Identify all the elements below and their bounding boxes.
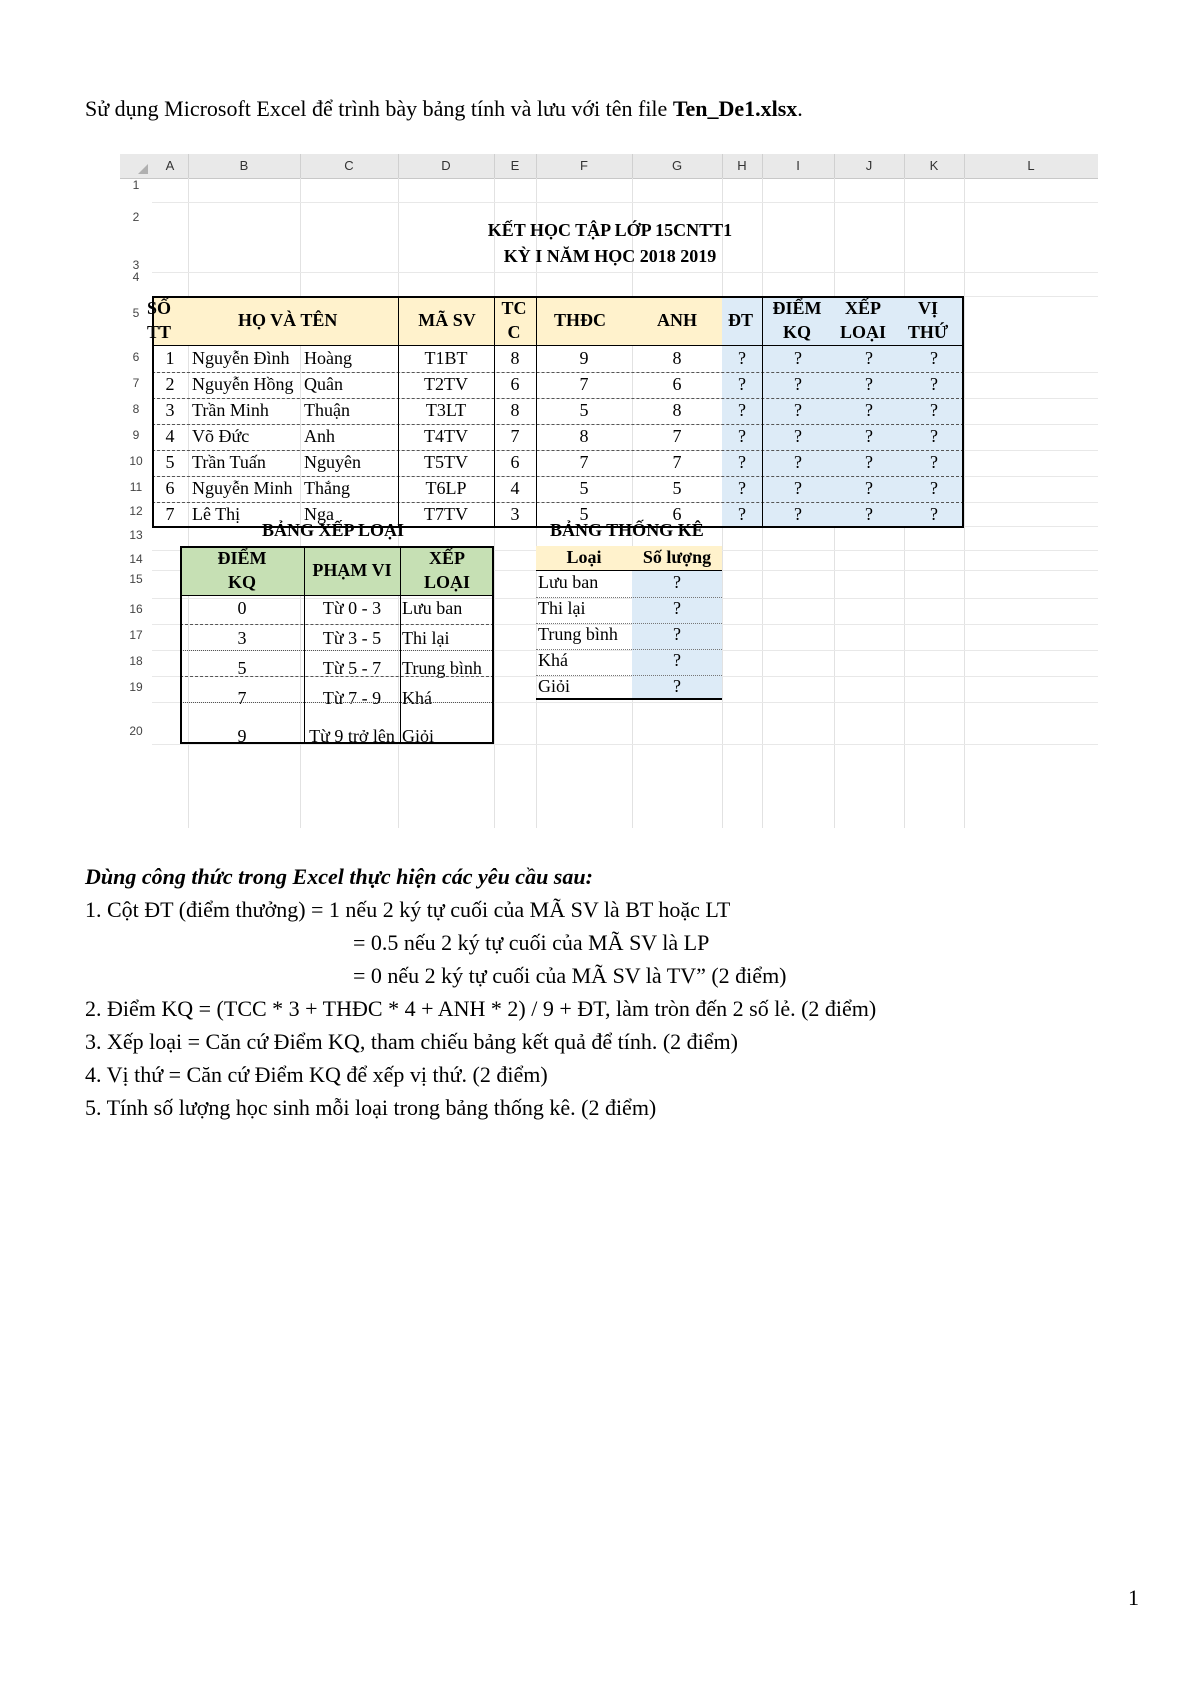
- column-header-f[interactable]: F: [536, 154, 633, 178]
- header-name: HỌ VÀ TÊN: [238, 310, 338, 330]
- student-kq[interactable]: ?: [794, 426, 802, 446]
- student-tcc[interactable]: 7: [510, 426, 520, 446]
- student-stt[interactable]: 6: [165, 478, 175, 498]
- student-vt[interactable]: ?: [930, 478, 938, 498]
- intro-text: Sử dụng Microsoft Excel để trình bày bảng tính và lưu với tên file Ten_De1.xlsx.: [85, 96, 803, 121]
- thongke-sl: ?: [673, 572, 681, 592]
- row-header-7[interactable]: 7: [132, 376, 140, 390]
- header-tcc: TC C: [501, 298, 527, 342]
- xeploai-pv: Từ 9 trở lên: [309, 726, 395, 746]
- row-header-18[interactable]: 18: [129, 654, 143, 668]
- column-header-c[interactable]: C: [300, 154, 399, 178]
- student-ho[interactable]: Trần Tuấn: [192, 452, 266, 472]
- column-header-l[interactable]: L: [964, 154, 1098, 178]
- task-3: 3. Xếp loại = Căn cứ Điểm KQ, tham chiếu bảng kết quả để tính. (2 điểm): [85, 1029, 738, 1054]
- task-list: [85, 860, 876, 1124]
- xeploai-pv: Từ 5 - 7: [322, 658, 382, 678]
- thongke-bottom-border: [536, 698, 722, 700]
- student-ten[interactable]: Nga: [304, 504, 334, 524]
- student-dt[interactable]: ?: [738, 426, 746, 446]
- student-tcc[interactable]: 4: [510, 478, 520, 498]
- thongke-loai: Giỏi: [538, 676, 571, 696]
- student-xl[interactable]: ?: [865, 348, 873, 368]
- xeploai-border: [180, 546, 494, 744]
- student-vt[interactable]: ?: [930, 504, 938, 524]
- page-number: 1: [1128, 1585, 1139, 1610]
- student-thdc[interactable]: 8: [579, 426, 589, 446]
- thongke-sl: ?: [673, 624, 681, 644]
- xeploai-xl: Trung bình: [402, 658, 482, 678]
- thongke-loai: Khá: [538, 650, 568, 670]
- column-header-b[interactable]: B: [188, 154, 301, 178]
- student-kq[interactable]: ?: [794, 452, 802, 472]
- header-dt: ĐT: [728, 310, 754, 330]
- student-tcc[interactable]: 8: [510, 400, 520, 420]
- student-thdc[interactable]: 7: [579, 374, 589, 394]
- header-masv: MÃ SV: [418, 310, 476, 330]
- student-masv[interactable]: T5TV: [424, 452, 468, 472]
- xeploai-xl: Thi lại: [402, 628, 450, 648]
- filename: Ten_De1.xlsx: [672, 96, 798, 121]
- row-header-12[interactable]: 12: [129, 504, 143, 518]
- column-header-i[interactable]: I: [762, 154, 835, 178]
- student-ho[interactable]: Nguyễn Minh: [192, 478, 293, 498]
- header-vt: VỊ THỨ: [907, 298, 949, 342]
- column-header-d[interactable]: D: [398, 154, 495, 178]
- xeploai-header-divider: [180, 595, 494, 596]
- student-vt[interactable]: ?: [930, 452, 938, 472]
- thongke-h1: Loại: [566, 547, 602, 567]
- student-xl[interactable]: ?: [865, 452, 873, 472]
- row-header-19[interactable]: 19: [129, 680, 143, 694]
- column-header-e[interactable]: E: [494, 154, 537, 178]
- row-header-4[interactable]: 4: [132, 270, 140, 284]
- task-4: 4. Vị thứ = Căn cứ Điểm KQ để xếp vị thứ. (2 điểm): [85, 1062, 548, 1087]
- row-header-10[interactable]: 10: [129, 454, 143, 468]
- student-vt[interactable]: ?: [930, 426, 938, 446]
- student-tcc[interactable]: 8: [510, 348, 520, 368]
- xeploai-kq: 3: [237, 628, 247, 648]
- grid-hline: [152, 272, 1098, 273]
- student-tcc[interactable]: 3: [510, 504, 520, 524]
- student-thdc[interactable]: 5: [579, 400, 589, 420]
- task-1-line-3: = 0 nếu 2 ký tự cuối của MÃ SV là TV” (2 điểm): [353, 963, 787, 988]
- student-ho[interactable]: Lê Thị: [192, 504, 241, 524]
- student-kq[interactable]: ?: [794, 374, 802, 394]
- student-dt[interactable]: ?: [738, 400, 746, 420]
- row-header-2[interactable]: 2: [132, 210, 140, 224]
- student-xl[interactable]: ?: [865, 478, 873, 498]
- thongke-loai: Trung bình: [538, 624, 618, 644]
- student-thdc[interactable]: 5: [579, 504, 589, 524]
- thongke-sl: ?: [673, 598, 681, 618]
- row-header-1[interactable]: 1: [132, 178, 140, 192]
- student-tcc[interactable]: 6: [510, 374, 520, 394]
- header-anh: ANH: [657, 310, 697, 330]
- student-ho[interactable]: Nguyễn Hồng: [192, 374, 294, 394]
- vline-3: [536, 296, 537, 528]
- grid-hline: [152, 202, 1098, 203]
- vline-4: [762, 296, 763, 528]
- sheet-title-1: KẾT HỌC TẬP LỚP 15CNTT1: [487, 220, 733, 240]
- student-ho[interactable]: Trần Minh: [192, 400, 269, 420]
- thongke-loai: Lưu ban: [538, 572, 599, 592]
- row-header-6[interactable]: 6: [132, 350, 140, 364]
- student-xl[interactable]: ?: [865, 374, 873, 394]
- task-heading: Dùng công thức trong Excel thực hiện các yêu cầu sau:: [85, 864, 593, 889]
- row-header-20[interactable]: 20: [129, 724, 143, 738]
- student-kq[interactable]: ?: [794, 348, 802, 368]
- row-header-9[interactable]: 9: [132, 428, 140, 442]
- column-header-bar: [120, 154, 1098, 179]
- student-anh[interactable]: 5: [672, 478, 682, 498]
- xeploai-h1: ĐIỂM KQ: [217, 548, 267, 592]
- student-kq[interactable]: ?: [794, 478, 802, 498]
- student-stt[interactable]: 2: [165, 374, 175, 394]
- main-table-border: [152, 296, 964, 528]
- row-header-11[interactable]: 11: [129, 480, 143, 494]
- student-anh[interactable]: 6: [672, 374, 682, 394]
- student-ho[interactable]: Võ Đức: [192, 426, 250, 446]
- column-header-k[interactable]: K: [904, 154, 965, 178]
- student-xl[interactable]: ?: [865, 426, 873, 446]
- row-header-15[interactable]: 15: [129, 572, 143, 586]
- xeploai-kq: 7: [237, 688, 247, 708]
- row-header-14[interactable]: 14: [129, 552, 143, 566]
- student-stt[interactable]: 7: [165, 504, 175, 524]
- main-header-divider: [152, 345, 964, 346]
- task-2: 2. Điểm KQ = (TCC * 3 + THĐC * 4 + ANH * 2) / 9 + ĐT, làm tròn đến 2 số lẻ. (2 điểm): [85, 996, 877, 1021]
- student-anh[interactable]: 8: [672, 400, 682, 420]
- student-vt[interactable]: ?: [930, 374, 938, 394]
- student-thdc[interactable]: 5: [579, 478, 589, 498]
- thongke-h2: Số lượng: [642, 547, 712, 567]
- row-header-3[interactable]: 3: [132, 258, 140, 272]
- student-xl[interactable]: ?: [865, 400, 873, 420]
- header-stt: SỐ TT: [147, 298, 172, 342]
- xeploai-kq: 9: [237, 726, 247, 746]
- xeploai-xl: Giỏi: [402, 726, 435, 746]
- student-ten[interactable]: Thuận: [304, 400, 350, 420]
- row-header-16[interactable]: 16: [129, 602, 143, 616]
- row-header-13[interactable]: 13: [129, 528, 143, 542]
- row-header-5[interactable]: 5: [132, 306, 140, 320]
- xeploai-pv: Từ 3 - 5: [322, 628, 382, 648]
- student-dt[interactable]: ?: [738, 504, 746, 524]
- spreadsheet-screenshot: [120, 154, 1098, 828]
- student-masv[interactable]: T1BT: [424, 348, 468, 368]
- student-ten[interactable]: Hoàng: [304, 348, 352, 368]
- xeploai-xl: Lưu ban: [402, 598, 463, 618]
- student-anh[interactable]: 7: [672, 426, 682, 446]
- student-masv[interactable]: T3LT: [425, 400, 467, 420]
- student-ten[interactable]: Quân: [304, 374, 343, 394]
- student-dt[interactable]: ?: [738, 348, 746, 368]
- xeploai-vline-2: [400, 546, 401, 744]
- student-dt[interactable]: ?: [738, 478, 746, 498]
- xeploai-title: BẢNG XẾP LOẠI: [262, 520, 405, 540]
- student-ten[interactable]: Thắng: [304, 478, 350, 498]
- thongke-sl: ?: [673, 650, 681, 670]
- student-xl[interactable]: ?: [865, 504, 873, 524]
- xeploai-pv: Từ 7 - 9: [322, 688, 382, 708]
- task-1-line-2: = 0.5 nếu 2 ký tự cuối của MÃ SV là LP: [353, 930, 710, 955]
- xeploai-h3: XẾP LOẠI: [423, 548, 470, 592]
- student-stt[interactable]: 5: [165, 452, 175, 472]
- xeploai-kq: 0: [237, 598, 247, 618]
- student-masv[interactable]: T7TV: [424, 504, 468, 524]
- student-stt[interactable]: 4: [165, 426, 175, 446]
- student-anh[interactable]: 7: [672, 452, 682, 472]
- xeploai-vline-1: [304, 546, 305, 744]
- task-5: 5. Tính số lượng học sinh mỗi loại trong bảng thống kê. (2 điểm): [85, 1095, 657, 1120]
- student-masv[interactable]: T4TV: [424, 426, 468, 446]
- select-all-corner: [120, 154, 152, 178]
- header-xl: XẾP LOẠI: [839, 298, 886, 342]
- column-header-h[interactable]: H: [722, 154, 763, 178]
- xeploai-kq: 5: [237, 658, 247, 678]
- student-thdc[interactable]: 9: [579, 348, 589, 368]
- grid-vline: [964, 178, 965, 828]
- row-header-17[interactable]: 17: [129, 628, 143, 642]
- student-dt[interactable]: ?: [738, 452, 746, 472]
- header-kq: ĐIỂM KQ: [772, 298, 822, 342]
- student-thdc[interactable]: 7: [579, 452, 589, 472]
- student-tcc[interactable]: 6: [510, 452, 520, 472]
- student-vt[interactable]: ?: [930, 348, 938, 368]
- thongke-header-divider: [536, 570, 722, 571]
- student-stt[interactable]: 3: [165, 400, 175, 420]
- header-thdc: THĐC: [554, 310, 607, 330]
- student-ho[interactable]: Nguyễn Đình: [192, 348, 290, 368]
- vline-1: [398, 296, 399, 528]
- student-vt[interactable]: ?: [930, 400, 938, 420]
- column-header-a[interactable]: A: [152, 154, 189, 178]
- row-header-8[interactable]: 8: [132, 402, 140, 416]
- thongke-title: BẢNG THỐNG KÊ: [550, 520, 704, 540]
- student-masv[interactable]: T6LP: [425, 478, 467, 498]
- thongke-sl: ?: [673, 676, 681, 696]
- vline-2: [494, 296, 495, 528]
- sheet-title-2: KỲ I NĂM HỌC 2018 2019: [503, 246, 717, 266]
- student-kq[interactable]: ?: [794, 400, 802, 420]
- xeploai-h2: PHẠM VI: [312, 560, 392, 580]
- student-anh[interactable]: 8: [672, 348, 682, 368]
- xeploai-xl: Khá: [402, 688, 432, 708]
- thongke-loai: Thi lại: [538, 598, 586, 618]
- student-masv[interactable]: T2TV: [424, 374, 468, 394]
- student-stt[interactable]: 1: [165, 348, 175, 368]
- student-ten[interactable]: Nguyên: [304, 452, 361, 472]
- xeploai-pv: Từ 0 - 3: [322, 598, 382, 618]
- student-dt[interactable]: ?: [738, 374, 746, 394]
- student-kq[interactable]: ?: [794, 504, 802, 524]
- column-header-j[interactable]: J: [834, 154, 905, 178]
- column-header-g[interactable]: G: [632, 154, 723, 178]
- student-anh[interactable]: 6: [672, 504, 682, 524]
- task-1: 1. Cột ĐT (điểm thưởng) = 1 nếu 2 ký tự cuối của MÃ SV là BT hoặc LT: [85, 897, 731, 922]
- student-ten[interactable]: Anh: [304, 426, 335, 446]
